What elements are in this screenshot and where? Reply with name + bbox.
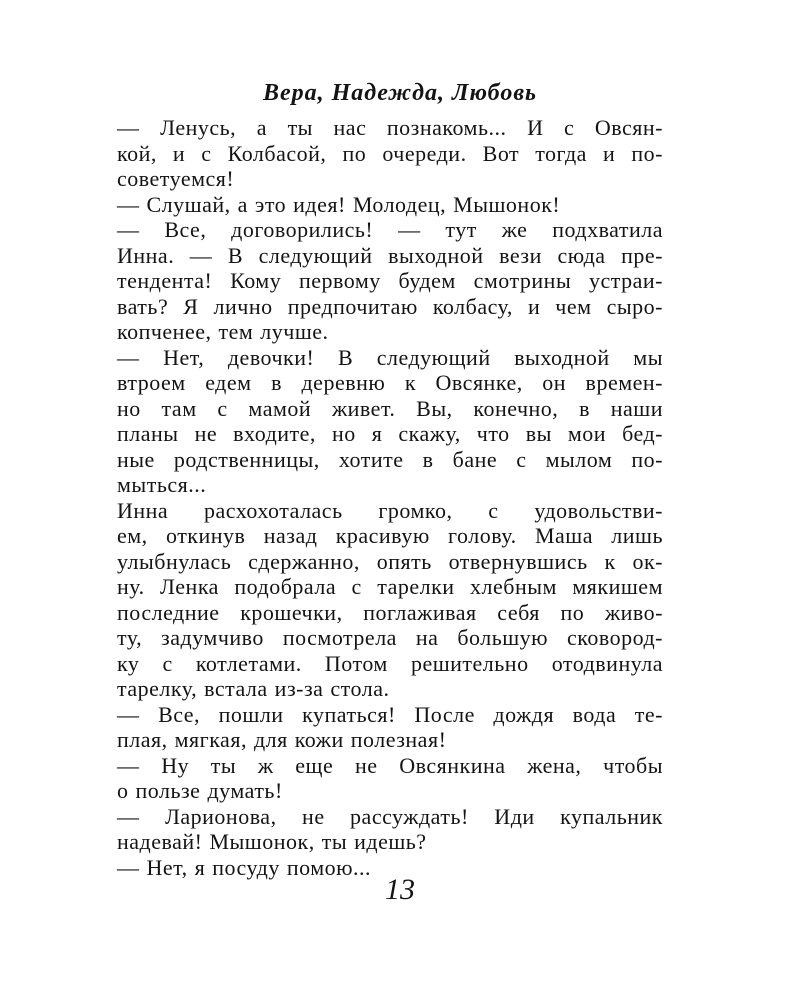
paragraph-first-line: — Все, договорились! — тут же подхватила — [117, 217, 663, 242]
text-line: о пользе думать! — [117, 778, 283, 803]
text-line: последние крошечки, поглаживая себя по живо- — [117, 599, 663, 625]
text-line: надевай! Мышонок, ты идешь? — [117, 829, 427, 854]
page-number: 13 — [385, 873, 415, 906]
running-title: Вера, Надежда, Любовь — [262, 80, 538, 106]
paragraph-first-line: — Ну ты ж еще не Овсянкина жена, чтобы — [117, 752, 663, 778]
text-line: ну. Ленка подобрала с тарелки хлебным мякишем — [117, 574, 663, 599]
text-line: ем, откинув назад красивую голову. Маша лишь — [117, 523, 663, 548]
paragraph-first-line: — Ларионова, не рассуждать! Иди купальник — [117, 803, 663, 829]
paragraph-first-line: — Все, пошли купаться! После дождя вода те- — [117, 701, 663, 727]
paragraph-first-line: — Ленусь, а ты нас познакомь... И с Овсян- — [117, 115, 663, 140]
paragraph-first-line: Инна расхохоталась громко, с удовольстви- — [117, 497, 663, 523]
text-line: планы не входите, но я скажу, что вы мои бед- — [117, 421, 663, 446]
text-line: ту, задумчиво посмотрела на большую сковород- — [117, 625, 663, 650]
text-line: втроем едем в деревню к Овсянке, он времен- — [117, 370, 663, 395]
text-line: улыбнулась сдержанно, опять отвернувшись к ок- — [117, 548, 663, 574]
paragraph-first-line: — Нет, девочки! В следующий выходной мы — [117, 344, 663, 370]
text-line: тендента! Кому первому будем смотрины устраи- — [117, 268, 663, 293]
paragraph-first-line: — Слушай, а это идея! Молодец, Мышонок! — [117, 191, 561, 217]
text-line: плая, мягкая, для кожи полезная! — [117, 727, 447, 752]
text-line: копченее, тем лучше. — [117, 319, 329, 344]
text-line: советуемся! — [117, 166, 235, 191]
text-line: Инна. — В следующий выходной вези сюда пре- — [117, 242, 663, 268]
text-line: кой, и с Колбасой, по очереди. Вот тогда и по- — [117, 140, 663, 166]
text-line: но там с мамой живет. Вы, конечно, в наши — [117, 395, 663, 421]
text-line: тарелку, встала из-за стола. — [117, 676, 390, 701]
text-line: мыться... — [117, 472, 207, 497]
text-line: ные родственницы, хотите в бане с мылом по- — [117, 446, 663, 472]
text-line: вать? Я лично предпочитаю колбасу, и чем сыро- — [117, 293, 663, 319]
text-line: ку с котлетами. Потом решительно отодвинула — [117, 650, 663, 676]
body-text — [117, 115, 663, 880]
paragraph-first-line: — Нет, я посуду помою... — [117, 854, 372, 880]
